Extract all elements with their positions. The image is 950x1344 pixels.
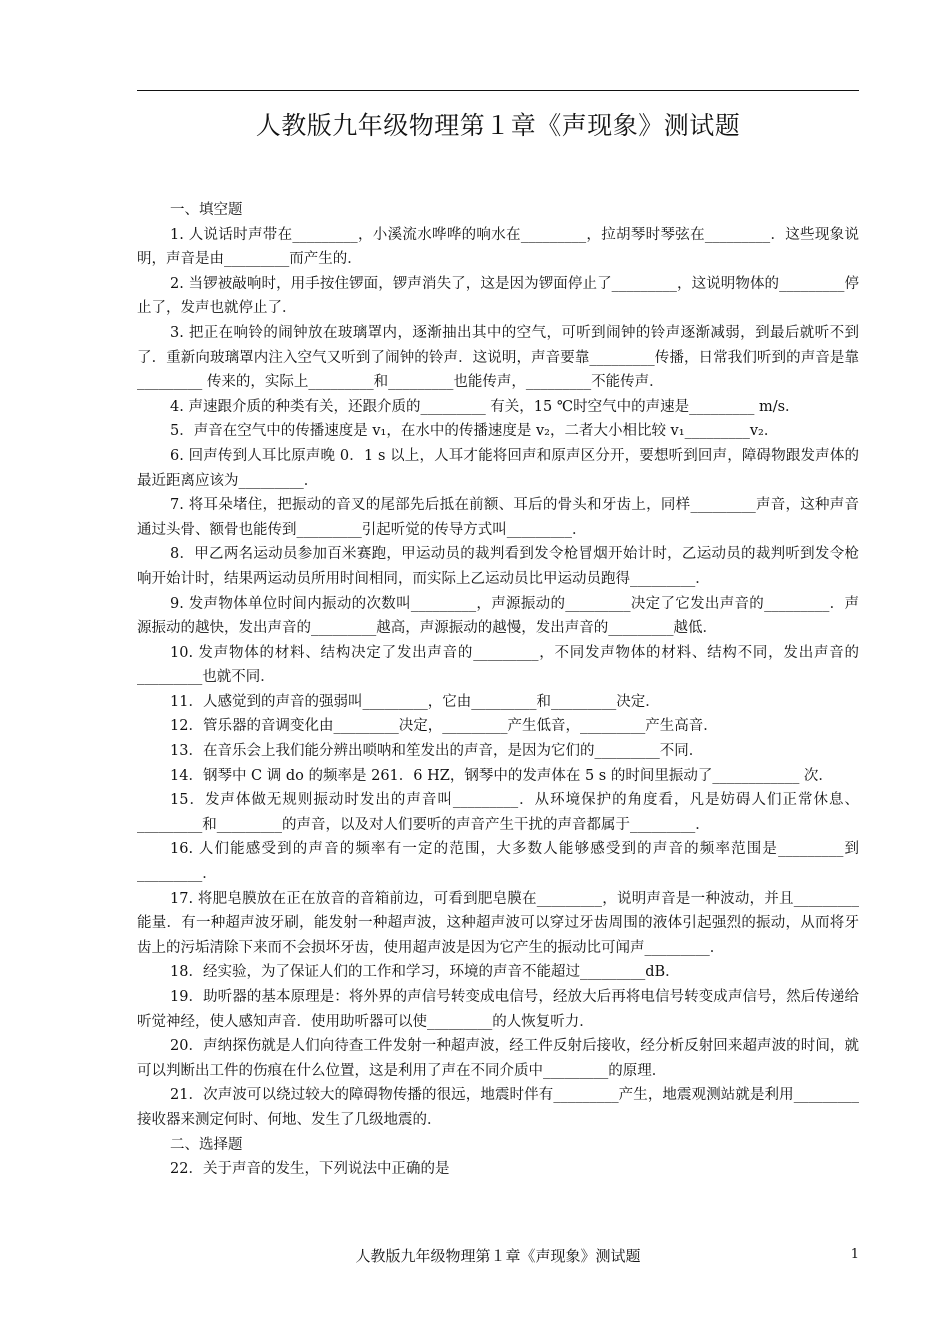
question-13: 13．在音乐会上我们能分辨出唢呐和笙发出的声音，是因为它们的_________不同． [170, 743, 704, 760]
question-22: 22．关于声音的发生，下列说法中正确的是 [170, 1161, 450, 1178]
question-6: 6. 回声传到人耳比原声晚 0．1 s 以上，人耳才能将回声和原声区分开，要想听到回声，障碍物跟发声体的最近距离应该为_________． [137, 447, 859, 489]
question-7: 7. 将耳朵堵住，把振动的音叉的尾部先后抵在前额、耳后的骨头和牙齿上，同样_________声音，这种声音通过头骨、额骨也能传到_________引起听觉的传导方式叫_________． [137, 497, 859, 538]
question-20: 20．声纳探伤就是人们向待查工件发射一种超声波，经工件反射后接收，经分析反射回来超声波的时间，就可以判断出工件的伤痕在什么位置，这是利用了声在不同介质中_________的原理． [137, 1038, 859, 1079]
question-14: 14．钢琴中 C 调 do 的频率是 261．6 HZ，钢琴中的发声体在 5 s 的时间里振动了____________ 次． [170, 767, 833, 784]
page-number: 1 [850, 1247, 859, 1262]
question-4: 4. 声速跟介质的种类有关，还跟介质的_________ 有关，15 ℃时空气中的声速是_________ m/s． [170, 398, 800, 415]
question-5: 5．声音在空气中的传播速度是 v₁，在水中的传播速度是 v₂，二者大小相比较 v₁_________v₂． [170, 423, 779, 440]
question-19: 19．助听器的基本原理是：将外界的声信号转变成电信号，经放大后再将电信号转变成声信号，然后传递给听觉神经，使人感知声音．使用助听器可以使_________的人恢复听力． [137, 989, 859, 1030]
question-12: 12．管乐器的音调变化由_________决定，_________产生低音，_________产生高音． [170, 718, 718, 735]
question-21: 21．次声波可以绕过较大的障碍物传播的很远，地震时伴有_________产生，地震观测站就是利用_________接收器来测定何时、何地、发生了几级地震的． [137, 1087, 859, 1128]
page-title: 人教版九年级物理第１章《声现象》测试题 [255, 111, 741, 140]
question-17: 17. 将肥皂膜放在正在放音的音箱前边，可看到肥皂膜在_________，说明声音是一种波动，并且_________能量．有一种超声波牙刷，能发射一种超声波，这种超声波可以穿过牙齿周围的液体引起强烈的振动，从而将牙齿上的污垢清除下来而不会损坏牙齿，使用超声波是因为它产生的振动比可闻声_________． [137, 890, 859, 956]
question-15: 15．发声体做无规则振动时发出的声音叫_________．从环境保护的角度看，凡是妨碍人们正常休息、_________和_________的声音，以及对人们要听的声音产生干扰的声音都属于_________． [137, 792, 859, 833]
page-footer [137, 1245, 859, 1269]
question-8: 8．甲乙两名运动员参加百米赛跑，甲运动员的裁判看到发令枪冒烟开始计时，乙运动员的裁判听到发令枪响开始计时，结果两运动员所用时间相同，而实际上乙运动员比甲运动员跑得_________． [137, 546, 859, 587]
question-2: 2. 当锣被敲响时，用手按住锣面，锣声消失了，这是因为锣面停止了_________，这说明物体的_________停止了，发声也就停止了． [137, 275, 859, 317]
question-16: 16. 人们能感受到的声音的频率有一定的范围，大多数人能够感受到的声音的频率范围是_________到_________． [137, 841, 859, 883]
section-heading-fill-in: 一、填空题 [170, 202, 243, 218]
footer-title: 人教版九年级物理第１章《声现象》测试题 [355, 1247, 641, 1265]
header-rule [137, 90, 859, 91]
question-10: 10. 发声物体的材料、结构决定了发出声音的_________，不同发声物体的材料、结构不同，发出声音的_________也就不同． [137, 644, 859, 686]
question-3: 3. 把正在响铃的闹钟放在玻璃罩内，逐渐抽出其中的空气，可听到闹钟的铃声逐渐减弱，到最后就听不到了．重新向玻璃罩内注入空气又听到了闹钟的铃声．这说明，声音要靠_________传播，日常我们听到的声音是靠_________ 传来的，实际上_________和_________也能传声，_________不能传声． [137, 324, 859, 391]
question-18: 18．经实验，为了保证人们的工作和学习，环境的声音不能超过_________dB． [170, 964, 680, 981]
document-body [137, 198, 859, 1182]
question-11: 11．人感觉到的声音的强弱叫_________，它由_________和_________决定． [170, 693, 660, 710]
question-1: 1. 人说话时声带在_________，小溪流水哗哗的响水在_________，拉胡琴时琴弦在_________．这些现象说明，声音是由_________而产生的． [137, 226, 859, 268]
section-heading-choice: 二、选择题 [170, 1136, 243, 1153]
question-9: 9. 发声物体单位时间内振动的次数叫_________，声源振动的_________决定了它发出声音的_________．声源振动的越快，发出声音的_________越高，声源振动的越慢，发出声音的_________越低． [137, 595, 859, 637]
